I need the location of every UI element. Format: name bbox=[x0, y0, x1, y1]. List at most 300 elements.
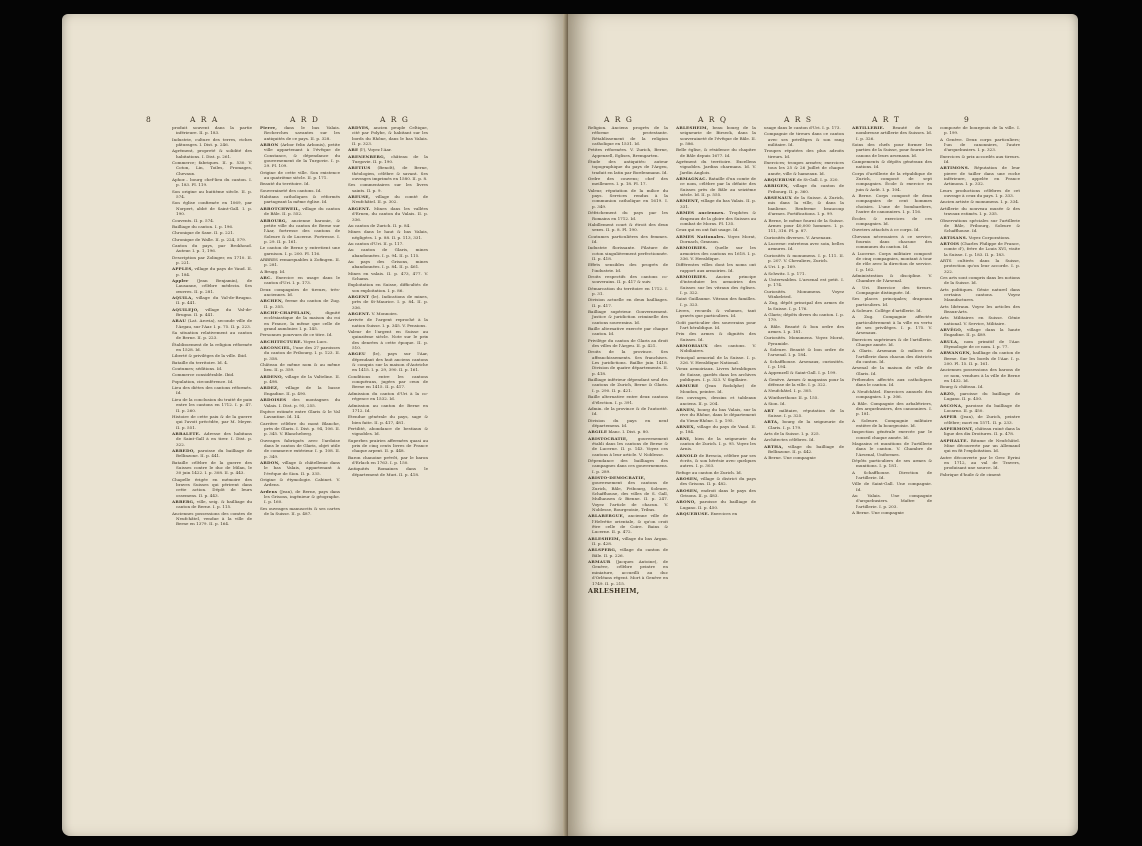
entry-keyword: ARTILLERIE. bbox=[852, 125, 885, 130]
index-entry bbox=[940, 241, 1020, 257]
index-entry bbox=[676, 511, 756, 516]
index-entry bbox=[172, 318, 252, 329]
entry-text: Arts politiques. Génie naturel dans certains cantons. Voyez Manufactures. bbox=[940, 286, 1020, 303]
entry-text: produit souvent dans la partie inférieure. II. p. 183. bbox=[172, 125, 252, 136]
entry-text: Lieu des diètes des cantons réformés. Id. bbox=[172, 385, 252, 396]
index-entry bbox=[348, 147, 428, 152]
entry-text: Château de même nom & au même lieu. II. p. 359. bbox=[260, 362, 340, 373]
entry-text: château ruiné dans la ligue des dix Droitures. II. p. 478. bbox=[944, 425, 1020, 437]
entry-keyword: ARTOIS bbox=[940, 240, 960, 246]
entry-keyword: ARGENT. bbox=[348, 205, 371, 211]
entry-text: Architectes célèbres. Id. bbox=[764, 437, 815, 443]
entry-text: (Benoît), de Berne, théologien, célèbre & savant. Ses ouvrages imprimés en 1580. II. p. 8. bbox=[352, 165, 428, 182]
index-entry bbox=[588, 125, 668, 146]
index-entry bbox=[588, 210, 668, 221]
index-entry bbox=[260, 385, 340, 396]
entry-text: Troupes réputées des plus adroits tireurs. Id. bbox=[764, 148, 844, 159]
entry-text: Curiosités. Monumens. Voyez Winkelried. bbox=[764, 288, 844, 299]
entry-text: bailliage du canton de Berne. Sur les bords de l'Aar. I. p. 200. Pl. 15. II. p. 161. bbox=[944, 350, 1020, 367]
entry-text: Souveraineté des cantons. Id. bbox=[260, 187, 322, 193]
entry-text: village du bas Valais. II. p. 331. bbox=[680, 198, 756, 209]
entry-text: Division du pays en neuf départemens. Id. bbox=[588, 417, 668, 428]
index-entry bbox=[348, 414, 428, 425]
entry-text: bourg de la seigneurie de Claris. I. p. 179. bbox=[768, 419, 844, 430]
entry-text: (le). Indications de mines, près de St-Maurice. I. p. 84. II. p. 336. bbox=[352, 293, 428, 310]
entry-keyword: ARBEDO, bbox=[172, 447, 195, 453]
index-entry bbox=[348, 391, 428, 402]
entry-keyword: ARMES Nationales. bbox=[676, 233, 726, 239]
entry-text: Écoles & exercices de ces compagnies. Id. bbox=[852, 215, 932, 226]
entry-text: Observations spéciales sur l'artillerie de Bâle, Fribourg, Soleure & Schaffhouse. Id. bbox=[940, 217, 1020, 234]
index-entry bbox=[260, 170, 340, 181]
index-entry bbox=[172, 137, 252, 148]
entry-text: A Lucerne. Corps militaire composé de cinq compagnies, montant à tour de rôle avec la direction de service. I. p. 162. bbox=[852, 250, 932, 272]
entry-text: Au canton d'Uri. II. p. 117. bbox=[348, 240, 404, 246]
entry-text: Bataille d'un comte de ce nom, célèbre par la défaite des Suisses près de Bâle au seizième siècle. Id. II. p. 555. bbox=[680, 176, 756, 198]
index-entry bbox=[348, 223, 428, 228]
index-entry bbox=[260, 206, 340, 217]
entry-text: Division actuelle en deux bailliages. II. p. 417. bbox=[588, 297, 668, 308]
entry-keyword: ARMURE bbox=[676, 383, 699, 389]
index-entry bbox=[260, 332, 340, 337]
index-entry bbox=[852, 216, 932, 227]
entry-text: Au pays des Grisons, mines abandonnées. I. p. 84. II. p. 461. bbox=[348, 258, 428, 270]
index-entry bbox=[940, 426, 1020, 437]
entry-text: village du pays de Vaud. II. p. 184. bbox=[680, 423, 756, 435]
entry-keyword: ARQUEBUSE bbox=[764, 177, 796, 183]
entry-text: Baron chanoine prévôt, par le baron d'Erlach en 1763. I. p. 150. bbox=[348, 454, 428, 465]
index-entry bbox=[588, 429, 668, 434]
entry-keyword: Pierre, bbox=[260, 125, 277, 130]
entry-keyword: Ardens bbox=[260, 488, 278, 494]
entry-text: Liberté & privilèges de la ville. Ibid. bbox=[172, 353, 248, 359]
index-entry bbox=[940, 137, 1020, 153]
right-header-1: A R G bbox=[604, 115, 634, 124]
left-page bbox=[62, 14, 568, 836]
index-entry bbox=[588, 147, 668, 158]
index-entry bbox=[676, 383, 756, 394]
index-entry bbox=[172, 266, 252, 277]
index-entry bbox=[588, 245, 668, 261]
entry-text: village de la basse Engadine. II. p. 490. bbox=[264, 385, 340, 396]
entry-text: Principal armorial de la Suisse. I. p. 326. V. Heraldique National. bbox=[676, 354, 756, 366]
entry-text: Voyez Lucs. bbox=[302, 338, 328, 344]
index-entry bbox=[940, 367, 1020, 383]
entry-text: de St-Gall. I. p. 320. bbox=[795, 177, 839, 183]
index-entry bbox=[764, 444, 844, 455]
index-entry bbox=[676, 343, 756, 354]
entry-text: Ordre des couvens; chef des meilleures. I. p. 18. Pl. 17. bbox=[588, 176, 668, 187]
index-entry bbox=[940, 391, 1020, 402]
entry-text: Valeur de l'argent en Suisse au quinzième siècle. Note sur le prix des denrées à cette époque. II. p. 510. bbox=[348, 329, 428, 351]
entry-keyword: ARMOIRIES. bbox=[676, 245, 708, 251]
entry-text: Superbes prairies affermées quasi au prix de cinq cents livres de France chaque arpent. II. p. 448. bbox=[348, 437, 428, 454]
index-entry bbox=[172, 372, 252, 377]
index-entry bbox=[764, 395, 844, 400]
entry-text: Ouvriers attachés à ce corps. Id. bbox=[852, 227, 920, 233]
index-entry bbox=[348, 374, 428, 390]
entry-text: Couvents. II. p. 574. bbox=[172, 217, 215, 223]
entry-text: A Berne, le même fourni de la Suisse. Armes pour 40,000 hommes. I. p. 111, 316. Pl. p. 87. bbox=[764, 217, 844, 234]
entry-keyword: ARENENBERG, bbox=[348, 153, 386, 159]
index-entry bbox=[348, 259, 428, 270]
entry-keyword: ARETIUS bbox=[348, 165, 371, 171]
entry-text: Prébendes affectés aux catholiques dans le canton. Id. bbox=[852, 377, 932, 388]
index-entry bbox=[764, 408, 844, 419]
entry-text: A Genève. Armes & magasins pour la défense de la ville. I. p. 322. bbox=[764, 376, 844, 388]
entry-text: Exploitation en Suisse, difficultés de son exploitation. I. p. 86. bbox=[348, 282, 428, 293]
index-entry bbox=[260, 287, 340, 298]
entry-text: des cantons. V. Nobiliaires. bbox=[680, 343, 756, 354]
right-page-column-4 bbox=[852, 125, 932, 743]
index-entry bbox=[852, 273, 932, 284]
entry-text: Origine & étymologie. Cabinet. V. Ardens. bbox=[260, 476, 340, 488]
index-entry bbox=[676, 499, 756, 510]
entry-text: bien de la seigneurie du canton de Zurich. I. p. 95. Voyez les Arnis. bbox=[680, 435, 756, 452]
index-entry bbox=[348, 229, 428, 240]
index-entry bbox=[852, 377, 932, 388]
index-entry bbox=[940, 165, 1020, 186]
index-entry bbox=[172, 448, 252, 459]
index-entry bbox=[940, 403, 1020, 414]
entry-text: A Brugg. Id. bbox=[260, 268, 286, 274]
right-page-column-2 bbox=[676, 125, 756, 743]
entry-text: ARTS cultivés dans la Suisse, protection qu'on leur accorde. I. p. 322. bbox=[940, 257, 1020, 274]
entry-text: Arsenal de la maison de ville de Glaris. Id. bbox=[852, 365, 932, 376]
index-entry bbox=[764, 335, 844, 346]
left-page-columns bbox=[172, 125, 428, 743]
entry-keyword: ARGENT bbox=[348, 293, 370, 299]
entry-text: Ces arts sont compris dans les notions de la Suisse. Id. bbox=[940, 274, 1020, 286]
index-entry bbox=[764, 125, 844, 130]
entry-text: Bailliage supérieur. Gouvernement. Justice & juridiction criminelle des cantons souverains. Id. bbox=[588, 309, 668, 325]
entry-keyword: ARLABERGUE, bbox=[588, 513, 625, 519]
entry-text: Son église confirmée en 1069, par Norpert, abbé de Saint-Gall. I. p. 190. bbox=[172, 200, 252, 217]
index-entry bbox=[260, 489, 340, 505]
index-entry bbox=[172, 148, 252, 159]
index-entry bbox=[852, 493, 932, 509]
index-entry bbox=[940, 275, 1020, 286]
index-entry bbox=[764, 419, 844, 430]
index-entry bbox=[172, 477, 252, 498]
catchword: ARLESHEIM, bbox=[588, 586, 640, 595]
index-entry bbox=[260, 257, 340, 268]
entry-keyword: ARGEU bbox=[348, 351, 366, 357]
index-entry bbox=[764, 271, 844, 276]
entry-keyword: AROSEN, bbox=[676, 487, 699, 493]
entry-text: A Zug. Compagnie affectée particulièrement à la ville en vertu de ses privilèges. I. p. 175. V. Arsenaux. bbox=[852, 314, 932, 336]
entry-text: village du Val-de-Brugno. II. p. 441. bbox=[176, 294, 252, 306]
entry-keyword: ARGILE bbox=[588, 429, 608, 435]
index-entry bbox=[852, 285, 932, 296]
index-entry bbox=[764, 277, 844, 288]
entry-text: A Schaffhouse. Arsenaux, curiosités. I. p. 194. bbox=[764, 358, 844, 370]
entry-keyword: ARC. bbox=[260, 274, 272, 280]
entry-text: Goût particulier des souverains pour l'art héraldique. Id. bbox=[676, 319, 756, 331]
entry-keyword: AROSEN, bbox=[676, 475, 699, 481]
entry-keyword: ARCHEN, bbox=[260, 298, 284, 304]
index-entry bbox=[172, 385, 252, 396]
entry-text: (le), pays sur l'Aar, dépendant des huit anciens cantons & conquis sur la maison d'Autriche en 1415. I. p. 29, 390. II. p. 161. bbox=[352, 351, 428, 373]
entry-keyword: ASPERMONT, bbox=[940, 425, 974, 431]
index-entry bbox=[588, 338, 668, 349]
index-entry bbox=[260, 194, 340, 205]
index-entry bbox=[852, 296, 932, 307]
entry-text: composée de bourgeois de la ville. I. p. 199. bbox=[940, 125, 1020, 136]
entry-text: Dépôts particuliers de ses armes & munitions. I. p. 181. bbox=[852, 457, 932, 469]
entry-keyword: ART bbox=[764, 407, 775, 413]
entry-keyword: ARISTO-DEMOCRATIE, bbox=[588, 474, 646, 480]
entry-text: Arrivée de l'argent reproché à la nation Suisse. I. p. 345. V. Pensions. bbox=[348, 317, 428, 328]
index-entry bbox=[940, 327, 1020, 338]
entry-text: Bailliage du canton. I. p. 196. bbox=[172, 223, 234, 229]
entry-keyword: AQUILEJO, bbox=[172, 306, 199, 312]
entry-keyword: ARGENT. bbox=[348, 311, 371, 316]
entry-text: A Bâle. Compagnie des arbalétriers, des arquebusiers, des canonniers. I. p. 181. bbox=[852, 400, 932, 417]
entry-text: Ceux qui en ont fait usage. Id. bbox=[676, 227, 739, 233]
entry-text: village du canton de Bâle. II. p. 226. bbox=[592, 547, 668, 558]
entry-text: Inspection générale exercée par le conseil chaque année. Id. bbox=[852, 429, 932, 440]
entry-text: Bataille du territoire. Id. 4. bbox=[172, 359, 229, 365]
index-entry bbox=[764, 218, 844, 234]
index-entry bbox=[852, 365, 932, 376]
entry-text: ancien peuple Celtique, cité par Polybe, & habitant sur les bords du Rhône, dans le bas Valais. II. p. 323. bbox=[352, 125, 428, 147]
index-entry bbox=[172, 237, 252, 242]
entry-text: Valeur, réputation de la milice du pays. Services rendus à la communion catholique en 1619. I. p. 349. bbox=[588, 187, 668, 209]
right-header-2: A R Q bbox=[698, 115, 728, 124]
entry-keyword: ARLSPERG, bbox=[588, 547, 617, 553]
index-entry bbox=[260, 142, 340, 169]
index-entry bbox=[260, 269, 340, 274]
entry-keyword: AQUILA, bbox=[172, 294, 194, 300]
entry-text: village & district du pays des Grisons. II. p. 482. bbox=[680, 475, 756, 487]
entry-text: Arts de la Suisse. I. p. 325. bbox=[764, 430, 820, 436]
entry-text: Habillement court & étroit des deux sexes. II. p. 8. Pl. 190. bbox=[588, 221, 668, 233]
entry-text: Magasins et munitions de l'artillerie dans le canton. V. Chambre de l'Arsenal, Uniformes. bbox=[852, 440, 932, 457]
entry-keyword: ARBOTCHWEIL, bbox=[260, 205, 301, 211]
entry-text: dignité ecclésiastique de la maison du roi en France, la même que celle de grand aumônier. I. p. 145. bbox=[264, 310, 340, 332]
entry-keyword: ARMENT, bbox=[676, 198, 700, 204]
index-entry bbox=[348, 247, 428, 258]
entry-text: village du bailliage de Bellinzone. II. p. 442. bbox=[768, 443, 844, 454]
entry-text: Droits de la province. Ses affranchissements. Ses franchises. Les juridictions. Baillie juin 1418. Division de quatre départements. II. p. 418. bbox=[588, 349, 668, 376]
index-entry bbox=[588, 475, 668, 512]
index-entry bbox=[764, 235, 844, 240]
entry-keyword: ARQUEBUSE. bbox=[676, 511, 710, 517]
entry-text: A Glaris; dépôts divers du canton. I. p. 179. bbox=[764, 312, 844, 323]
index-entry bbox=[676, 488, 756, 499]
index-entry bbox=[588, 159, 668, 175]
entry-text: Coutumes; séditions. Id. bbox=[172, 366, 223, 372]
index-entry bbox=[764, 160, 844, 176]
index-entry bbox=[260, 181, 340, 186]
index-entry bbox=[852, 389, 932, 400]
index-entry bbox=[260, 125, 340, 141]
index-entry bbox=[676, 453, 756, 469]
index-entry bbox=[172, 330, 252, 341]
entry-text: Belle église, & résidence du chapitre de Bâle depuis 1677. Id. bbox=[676, 147, 756, 158]
entry-keyword: ARZO, bbox=[940, 390, 956, 396]
entry-text: château de la Turgovie. II. p. 190. bbox=[352, 153, 428, 165]
index-entry bbox=[852, 337, 932, 348]
right-header-3: A R S bbox=[784, 115, 813, 124]
entry-keyword: ARCONCIEL, bbox=[260, 345, 292, 351]
index-entry bbox=[172, 511, 252, 527]
index-entry bbox=[172, 200, 252, 216]
index-entry bbox=[260, 506, 340, 517]
entry-text: paroisse du bailliage de Lugano. II. p. 450. bbox=[944, 390, 1020, 402]
entry-text: Etendue générale du pays, sage & bien faite. II. p. 417, 481. bbox=[348, 414, 428, 425]
entry-text: Ouvrages fabriqués avec l'ardoise dans le canton de Glaris, objet utile de commerce extérieur. I. p. 108. II. p. 349. bbox=[260, 437, 340, 459]
entry-text: Chronique de Saxe. II. p. 221. bbox=[172, 230, 235, 236]
index-entry bbox=[676, 407, 756, 423]
entry-keyword: ARDENO, bbox=[260, 373, 284, 379]
index-entry bbox=[588, 436, 668, 457]
entry-text: Ses places principales; drapeaux particuliers. Id. bbox=[852, 296, 932, 307]
index-entry bbox=[676, 234, 756, 245]
entry-text: Chevaux nécessaires à ce service, fournis dans chacune des communes du canton. Id. bbox=[852, 233, 932, 250]
index-entry bbox=[260, 421, 340, 437]
entry-text: l'une des 27 paroisses du canton de Fribourg. I. p. 123. II. p. 358. bbox=[264, 345, 340, 361]
entry-keyword: ARTHA, bbox=[764, 443, 784, 449]
index-entry bbox=[676, 262, 756, 273]
entry-text: Habitans catholiques & réformés partageant la même église. Id. bbox=[260, 194, 340, 205]
entry-text: A Zug, dépôt principal des armes de la Suisse. I. p. 176. bbox=[764, 300, 844, 311]
entry-text: Voyez Corporations. bbox=[967, 234, 1011, 240]
entry-text: Carrière célèbre du mont Blanche, près de Glaris. I. Dist. p. 94, 106. II. p. 345. V. Blancheberg. bbox=[260, 420, 340, 437]
entry-text: A Soleure. Beauté & bon ordre de l'arsenal. I. p. 184. bbox=[764, 347, 844, 358]
index-entry bbox=[348, 403, 428, 414]
left-header-2: A R D bbox=[290, 115, 320, 124]
index-entry bbox=[260, 298, 340, 309]
index-entry bbox=[764, 253, 844, 264]
index-entry bbox=[940, 287, 1020, 303]
entry-text: A Berne. Une compagnie bbox=[764, 455, 816, 461]
entry-text: Conditions entre les cantons conquérans, jugées par ceux de Berne en 1415. II. p. 417. bbox=[348, 373, 428, 390]
index-entry bbox=[348, 311, 428, 316]
entry-text: village & châtellenie dans le bas Valais, appartenant à l'évêque de Sion. II. p. 335. bbox=[264, 459, 340, 476]
entry-keyword: ARBALETE. bbox=[172, 430, 201, 436]
entry-text: Origine de cette ville. Son existence au quatrième siècle. II. p. 171. bbox=[260, 169, 340, 181]
entry-text: A Neufchâtel. I. p. 305. bbox=[764, 388, 813, 394]
index-entry bbox=[348, 154, 428, 165]
entry-text: Mines dans les vallées d'Ernen, du canton du Valais. II. p. 336. bbox=[352, 205, 428, 222]
entry-keyword: ARTISANS. bbox=[940, 234, 968, 240]
entry-text: Démarcation du territoire en 1712. I. p. 31. bbox=[588, 285, 668, 296]
entry-text: Livres, recueils & volumes, tant gravés que particuliers. Id. bbox=[676, 308, 756, 319]
index-entry bbox=[940, 384, 1020, 389]
entry-text: A Berne. Corps composé de deux compagnies de cent hommes choisies. L'une de bombardiers, l'autre de canonniers. I. p. 116. bbox=[852, 193, 932, 215]
entry-text: Adresse des habitans de Saint-Gall à en tirer. I. Dist. p. 322. bbox=[176, 430, 252, 447]
entry-text: V. Monnoies. bbox=[370, 311, 398, 316]
entry-text: Administration & discipline. V. Chambre de l'Arsenal. bbox=[852, 272, 932, 284]
index-entry bbox=[172, 460, 252, 476]
index-entry bbox=[260, 374, 340, 385]
entry-text: Ville de Saint-Gall. Une compagnie. Id. bbox=[852, 481, 932, 492]
entry-text: Exercices supérieurs & de l'artillerie. Chaque année. Id. bbox=[852, 336, 932, 348]
left-page-number: 8 bbox=[146, 115, 153, 124]
entry-keyword: ARAU bbox=[172, 318, 187, 324]
index-entry bbox=[348, 182, 428, 193]
entry-text: Vieux armoiriaux. Livres héraldiques de Suisse, gardés dans les archives publiques. I. p. 323. V. Sigillaire. bbox=[676, 366, 756, 383]
index-entry bbox=[588, 326, 668, 337]
entry-text: Personnes pourvues de ce titre. Id. bbox=[260, 332, 333, 338]
index-entry bbox=[172, 125, 252, 136]
entry-text: Exercice en usage dans le canton d'Uri. I. p. 173. bbox=[264, 274, 340, 286]
entry-text: A Wintherthour. II. p. 155. bbox=[764, 394, 819, 400]
index-entry bbox=[348, 438, 428, 454]
entry-text: Arts Militaires en Suisse. Génie national. V. Service, Militaire. bbox=[940, 315, 1020, 326]
entry-text: A Unterwalden. L'arsenal est petit. I. p. 174. bbox=[764, 276, 844, 288]
index-entry bbox=[588, 377, 668, 393]
entry-keyword: ARMES anciennes. bbox=[676, 210, 726, 216]
entry-text: ferme du canton de Zug. II. p. 355. bbox=[264, 298, 340, 309]
entry-text: Mines dans le haut & bas Valais, négligées. I. p. 88. II. p. 113, 331. bbox=[348, 229, 428, 240]
entry-text: des montagnes du Valais. I. Dist. p. 95, 255. bbox=[264, 397, 340, 408]
entry-text: Baille alternative exercée par chaque canton. Id. bbox=[588, 326, 668, 337]
index-entry bbox=[348, 294, 428, 310]
index-entry bbox=[940, 304, 1020, 315]
index-entry bbox=[676, 331, 756, 342]
entry-text: Privilège du canton de Glaris au droit des villes de l'Argeu. II. p. 421. bbox=[588, 337, 668, 349]
entry-text: Bourg & château. Id. bbox=[940, 384, 984, 390]
entry-text: (l'), Voyez l'Aar. bbox=[358, 147, 392, 153]
entry-text: Agrément, propreté & solidité des habitations. I. Dist. p. 261. bbox=[172, 148, 252, 159]
entry-keyword: ARNI, bbox=[676, 435, 691, 441]
index-entry bbox=[764, 401, 844, 406]
index-entry bbox=[940, 258, 1020, 274]
entry-text: village du pays de Vaud. II. p. 184. bbox=[176, 266, 252, 277]
index-entry bbox=[940, 125, 1020, 136]
entry-text: (Jacques Antoine), de Genève, célèbre peintre en miniature, accueilli au duc d'Orléans régent. Mort à Genève en 1749. II. p. 215. bbox=[592, 559, 668, 586]
index-entry bbox=[940, 206, 1020, 217]
index-entry bbox=[588, 349, 668, 376]
entry-text: Campements & dépôts généraux des nations. Id. bbox=[852, 159, 932, 170]
entry-text: Religion. Anciens progrès de la réforme protestante. Rétablissement de la religion catholique en 1531. Id. bbox=[588, 125, 668, 147]
entry-keyword: ASCONA, bbox=[940, 402, 963, 408]
entry-keyword: ARVÉGO, bbox=[940, 327, 963, 333]
entry-text: de la Suisse. A Zurich, mis dans la ville, & dans la banlieue. Renferme beaucoup d'armes. Fortifications. I. p. 99. bbox=[768, 195, 844, 217]
entry-keyword: Appler bbox=[172, 277, 189, 283]
entry-keyword: ARE bbox=[348, 147, 359, 153]
entry-keyword: ARCHE-CHAPELAIN, bbox=[260, 310, 312, 315]
entry-keyword: ARMAUR bbox=[588, 559, 611, 565]
entry-text: village de la Valteline. II. p. 498. bbox=[264, 373, 340, 385]
index-entry bbox=[172, 230, 252, 235]
entry-text: ancienne ville de l'Helvétie orientale, & qu'on croit être celle de Coire. Bains & Lucerne. II. p. 472. bbox=[592, 513, 668, 535]
left-page-column-2 bbox=[260, 125, 340, 743]
entry-keyword: ARTIMONS. bbox=[940, 165, 970, 171]
entry-text: endroit dans le pays des Grisons. II. p. 483. bbox=[680, 487, 756, 498]
index-entry bbox=[940, 235, 1020, 240]
index-entry bbox=[764, 455, 844, 460]
entry-text: Bitume de Neufchâtel. Mine découverte par un Allemand qui en fit l'exploitation. Id. bbox=[944, 437, 1020, 454]
index-entry bbox=[676, 355, 756, 366]
entry-text: Ancien artiste & monumens. I. p. 334. bbox=[940, 199, 1020, 205]
index-entry bbox=[676, 308, 756, 319]
left-header-3: A R G bbox=[380, 115, 410, 124]
index-entry bbox=[940, 339, 1020, 350]
index-entry bbox=[940, 218, 1020, 234]
index-entry bbox=[588, 176, 668, 187]
index-entry bbox=[852, 481, 932, 492]
entry-text: Population, circonférence. Id. bbox=[172, 378, 234, 384]
index-entry bbox=[764, 183, 844, 194]
index-entry bbox=[764, 347, 844, 358]
index-entry bbox=[852, 348, 932, 364]
index-entry bbox=[348, 125, 428, 146]
entry-text: Au canton de Zurich. II. p. 84. bbox=[348, 222, 411, 228]
